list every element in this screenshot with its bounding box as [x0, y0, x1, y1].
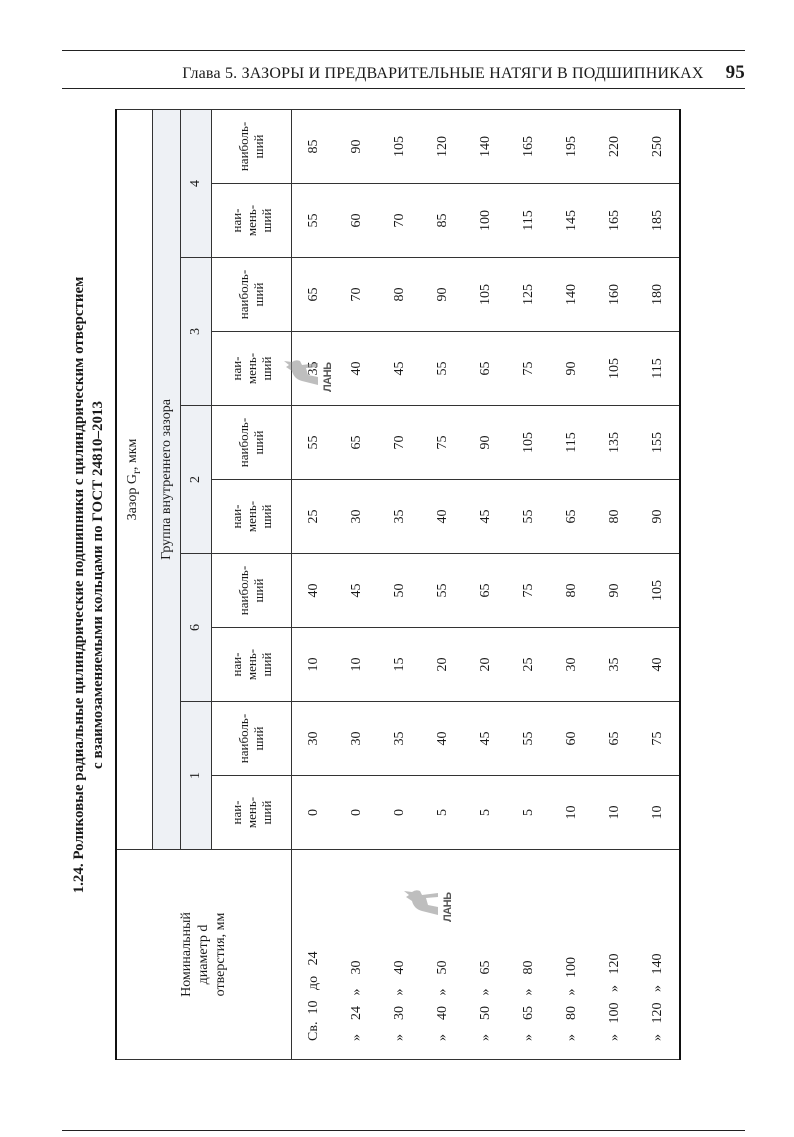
clearance-value: 55: [507, 480, 550, 554]
clearance-value: 85: [421, 184, 464, 258]
clearance-value: 115: [550, 406, 593, 480]
clearance-value: 100: [464, 184, 507, 258]
diameter-range: » 80 » 100: [550, 850, 593, 1060]
clearance-value: 135: [593, 406, 636, 480]
clearance-value: 0: [291, 776, 335, 850]
min-header-text: наи- мень- ший: [228, 352, 274, 385]
caption-line-1: 1.24. Роликовые радиальные цилиндрические подшипники с цилиндрическим отверстием: [71, 276, 87, 894]
clearance-value: 145: [550, 184, 593, 258]
group-number-3: 3: [180, 258, 211, 406]
clearance-table: [115, 109, 681, 1060]
clearance-value: 5: [464, 776, 507, 850]
diameter-range: » 65 » 80: [507, 850, 550, 1060]
clearance-value: 65: [464, 332, 507, 406]
clearance-value: 105: [507, 406, 550, 480]
diameter-range: » 120 » 140: [636, 850, 680, 1060]
clearance-value: 140: [464, 109, 507, 183]
clearance-value: 90: [335, 109, 378, 183]
clearance-value: 20: [464, 628, 507, 702]
clearance-value: 10: [550, 776, 593, 850]
max-header-text: наиболь- ший: [236, 269, 266, 320]
clearance-value: 120: [421, 109, 464, 183]
lan-watermark-icon-2: [400, 881, 444, 925]
footer-rule: [62, 1130, 745, 1131]
diameter-range: » 30 » 40: [378, 850, 421, 1060]
clearance-value: 165: [593, 184, 636, 258]
clearance-value: 50: [378, 554, 421, 628]
max-header-text: наиболь- ший: [236, 565, 266, 616]
diameter-header-text: Номинальный диаметр d отверстия, мм: [179, 912, 229, 997]
max-header: [211, 554, 291, 628]
diameter-header: [116, 850, 291, 1060]
clearance-value: 55: [421, 554, 464, 628]
clearance-value: 10: [335, 628, 378, 702]
min-header-text: наи- мень- ший: [228, 204, 274, 237]
min-header: [211, 480, 291, 554]
min-header: [211, 332, 291, 406]
max-header: [211, 258, 291, 332]
max-header-text: наиболь- ший: [236, 417, 266, 468]
clearance-value: 90: [593, 554, 636, 628]
clearance-value: 55: [507, 702, 550, 776]
table-row: [335, 109, 378, 1059]
min-header: [211, 184, 291, 258]
clearance-value: 55: [291, 406, 335, 480]
diameter-range: » 50 » 65: [464, 850, 507, 1060]
clearance-value: 75: [636, 702, 680, 776]
clearance-value: 65: [335, 406, 378, 480]
table-row: [291, 109, 335, 1059]
clearance-value: 65: [550, 480, 593, 554]
clearance-value: 115: [507, 184, 550, 258]
clearance-value: 90: [550, 332, 593, 406]
clearance-value: 0: [378, 776, 421, 850]
table-caption: [70, 110, 108, 1060]
clearance-value: 20: [421, 628, 464, 702]
clearance-value: 30: [291, 702, 335, 776]
max-header: [211, 702, 291, 776]
min-header-text: наи- мень- ший: [228, 796, 274, 829]
clearance-value: 75: [421, 406, 464, 480]
max-header-text: наиболь- ший: [236, 713, 266, 764]
diameter-range: » 40 » 50: [421, 850, 464, 1060]
clearance-unit: , мкм: [124, 438, 140, 471]
clearance-value: 60: [335, 184, 378, 258]
table-row: [550, 109, 593, 1059]
table-row: [464, 109, 507, 1059]
clearance-header: [116, 109, 152, 849]
min-header: [211, 628, 291, 702]
rotated-table-block: [70, 110, 720, 1060]
header-rule-top: [62, 50, 745, 51]
clearance-value: 90: [636, 480, 680, 554]
diameter-range: » 100 » 120: [593, 850, 636, 1060]
clearance-value: 140: [550, 258, 593, 332]
table-row: [636, 109, 680, 1059]
clearance-value: 90: [464, 406, 507, 480]
caption-line-2: с взаимозаменяемыми кольцами по ГОСТ 24810–2013: [90, 401, 106, 769]
clearance-value: 35: [291, 332, 335, 406]
clearance-value: 160: [593, 258, 636, 332]
clearance-value: 80: [378, 258, 421, 332]
clearance-value: 65: [593, 702, 636, 776]
clearance-value: 25: [507, 628, 550, 702]
clearance-value: 185: [636, 184, 680, 258]
clearance-value: 250: [636, 109, 680, 183]
diameter-range: » 24 » 30: [335, 850, 378, 1060]
lan-watermark-label: ЛАНЬ: [322, 362, 334, 392]
clearance-value: 80: [550, 554, 593, 628]
clearance-value: 35: [378, 480, 421, 554]
clearance-value: 45: [464, 702, 507, 776]
clearance-value: 105: [593, 332, 636, 406]
clearance-value: 45: [378, 332, 421, 406]
clearance-value: 35: [593, 628, 636, 702]
clearance-value: 70: [378, 184, 421, 258]
clearance-value: 0: [335, 776, 378, 850]
table-row: [593, 109, 636, 1059]
group-number-4: 4: [180, 109, 211, 257]
clearance-value: 155: [636, 406, 680, 480]
clearance-value: 195: [550, 109, 593, 183]
clearance-value: 75: [507, 554, 550, 628]
clearance-value: 105: [464, 258, 507, 332]
clearance-value: 55: [421, 332, 464, 406]
clearance-value: 40: [291, 554, 335, 628]
clearance-value: 40: [421, 480, 464, 554]
clearance-value: 165: [507, 109, 550, 183]
group-header: Группа внутреннего зазора: [152, 109, 180, 849]
clearance-value: 30: [550, 628, 593, 702]
clearance-value: 10: [593, 776, 636, 850]
clearance-value: 60: [550, 702, 593, 776]
min-header-text: наи- мень- ший: [228, 648, 274, 681]
clearance-title: Зазор G: [124, 474, 140, 521]
clearance-value: 45: [464, 480, 507, 554]
clearance-value: 180: [636, 258, 680, 332]
clearance-value: 55: [291, 184, 335, 258]
max-header: [211, 406, 291, 480]
clearance-value: 125: [507, 258, 550, 332]
clearance-value: 90: [421, 258, 464, 332]
group-number-6: 6: [180, 554, 211, 702]
chapter-title: Глава 5. ЗАЗОРЫ И ПРЕДВАРИТЕЛЬНЫЕ НАТЯГИ В ПОДШИПНИКАХ: [182, 65, 704, 82]
lan-watermark-icon: [280, 351, 324, 395]
clearance-value: 70: [335, 258, 378, 332]
clearance-value: 115: [636, 332, 680, 406]
clearance-value: 65: [291, 258, 335, 332]
clearance-value: 30: [335, 480, 378, 554]
clearance-value: 40: [421, 702, 464, 776]
clearance-value: 85: [291, 109, 335, 183]
clearance-value: 10: [291, 628, 335, 702]
clearance-value: 220: [593, 109, 636, 183]
diameter-range: Св. 10 до 24: [291, 850, 335, 1060]
clearance-value: 15: [378, 628, 421, 702]
clearance-value: 75: [507, 332, 550, 406]
clearance-value: 65: [464, 554, 507, 628]
header-rule-bottom: [62, 88, 745, 89]
max-header-text: наиболь- ший: [236, 121, 266, 172]
clearance-value: 30: [335, 702, 378, 776]
group-number-2: 2: [180, 406, 211, 554]
clearance-value: 10: [636, 776, 680, 850]
clearance-value: 45: [335, 554, 378, 628]
min-header-text: наи- мень- ший: [228, 500, 274, 533]
clearance-value: 40: [636, 628, 680, 702]
clearance-value: 80: [593, 480, 636, 554]
page-number: 95: [725, 62, 745, 83]
clearance-value: 5: [421, 776, 464, 850]
lan-watermark-label-2: ЛАНЬ: [442, 892, 454, 922]
clearance-value: 105: [636, 554, 680, 628]
min-header: [211, 776, 291, 850]
clearance-value: 105: [378, 109, 421, 183]
table-row: [507, 109, 550, 1059]
clearance-value: 40: [335, 332, 378, 406]
clearance-value: 35: [378, 702, 421, 776]
group-number-1: 1: [180, 702, 211, 850]
running-header: [62, 62, 745, 84]
max-header: [211, 109, 291, 183]
clearance-value: 5: [507, 776, 550, 850]
clearance-value: 70: [378, 406, 421, 480]
clearance-value: 25: [291, 480, 335, 554]
clearance-subscript: r: [129, 470, 143, 475]
